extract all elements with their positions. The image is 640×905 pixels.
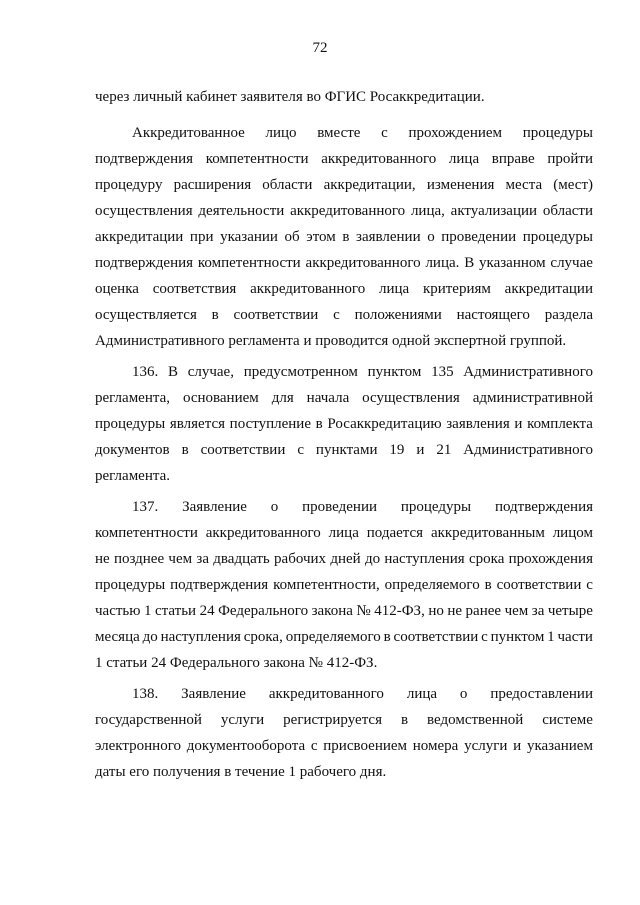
text-line: Аккредитованное лицо вместе с прохождением процедуры bbox=[132, 125, 593, 141]
text-line: 136. В случае, предусмотренном пунктом 135 Административного bbox=[132, 364, 593, 380]
text-line: частью 1 статьи 24 Федерального закона № 412-ФЗ, но не ранее чем за четыре bbox=[95, 603, 593, 619]
text-line: государственной услуги регистрируется в ведомственной системе bbox=[95, 712, 593, 728]
text-line: процедуры является поступление в Росаккредитацию заявления и комплекта bbox=[95, 416, 593, 432]
paragraph bbox=[95, 494, 593, 676]
text-line: 1 статьи 24 Федерального закона № 412-ФЗ. bbox=[95, 655, 378, 671]
text-line: регламента. bbox=[95, 468, 171, 484]
document-body bbox=[95, 84, 593, 785]
text-line: даты его получения в течение 1 рабочего дня. bbox=[95, 764, 387, 780]
text-line: аккредитации при указании об этом в заявлении о проведении процедуры bbox=[95, 229, 593, 245]
text-line: месяца до наступления срока, определяемого в соответствии с пунктом 1 части bbox=[95, 629, 593, 645]
paragraph bbox=[95, 120, 593, 354]
text-line: через личный кабинет заявителя во ФГИС Росаккредитации. bbox=[95, 89, 485, 105]
paragraph bbox=[95, 359, 593, 489]
text-line: 138. Заявление аккредитованного лица о предоставлении bbox=[132, 686, 593, 702]
text-line: 137. Заявление о проведении процедуры подтверждения bbox=[132, 499, 593, 515]
text-line: процедуры подтверждения компетентности, определяемого в соответствии с bbox=[95, 577, 593, 593]
text-line: Административного регламента и проводится одной экспертной группой. bbox=[95, 333, 567, 349]
text-line: не позднее чем за двадцать рабочих дней до наступления срока прохождения bbox=[95, 551, 593, 567]
text-line: компетентности аккредитованного лица подается аккредитованным лицом bbox=[95, 525, 593, 541]
text-line: осуществляется в соответствии с положениями настоящего раздела bbox=[95, 307, 593, 323]
page-number: 72 bbox=[312, 40, 328, 56]
text-line: осуществления деятельности аккредитованного лица, актуализации области bbox=[95, 203, 593, 219]
paragraph bbox=[95, 681, 593, 785]
text-line: оценка соответствия аккредитованного лица критериям аккредитации bbox=[95, 281, 593, 297]
text-line: подтверждения компетентности аккредитованного лица вправе пройти bbox=[95, 151, 593, 167]
text-line: регламента, основанием для начала осуществления административной bbox=[95, 390, 593, 406]
text-line: подтверждения компетентности аккредитованного лица. В указанном случае bbox=[95, 255, 593, 271]
text-line: электронного документооборота с присвоением номера услуги и указанием bbox=[95, 738, 593, 754]
paragraph bbox=[95, 84, 593, 110]
text-line: процедуру расширения области аккредитации, изменения места (мест) bbox=[95, 177, 593, 193]
text-line: документов в соответствии с пунктами 19 и 21 Административного bbox=[95, 442, 593, 458]
